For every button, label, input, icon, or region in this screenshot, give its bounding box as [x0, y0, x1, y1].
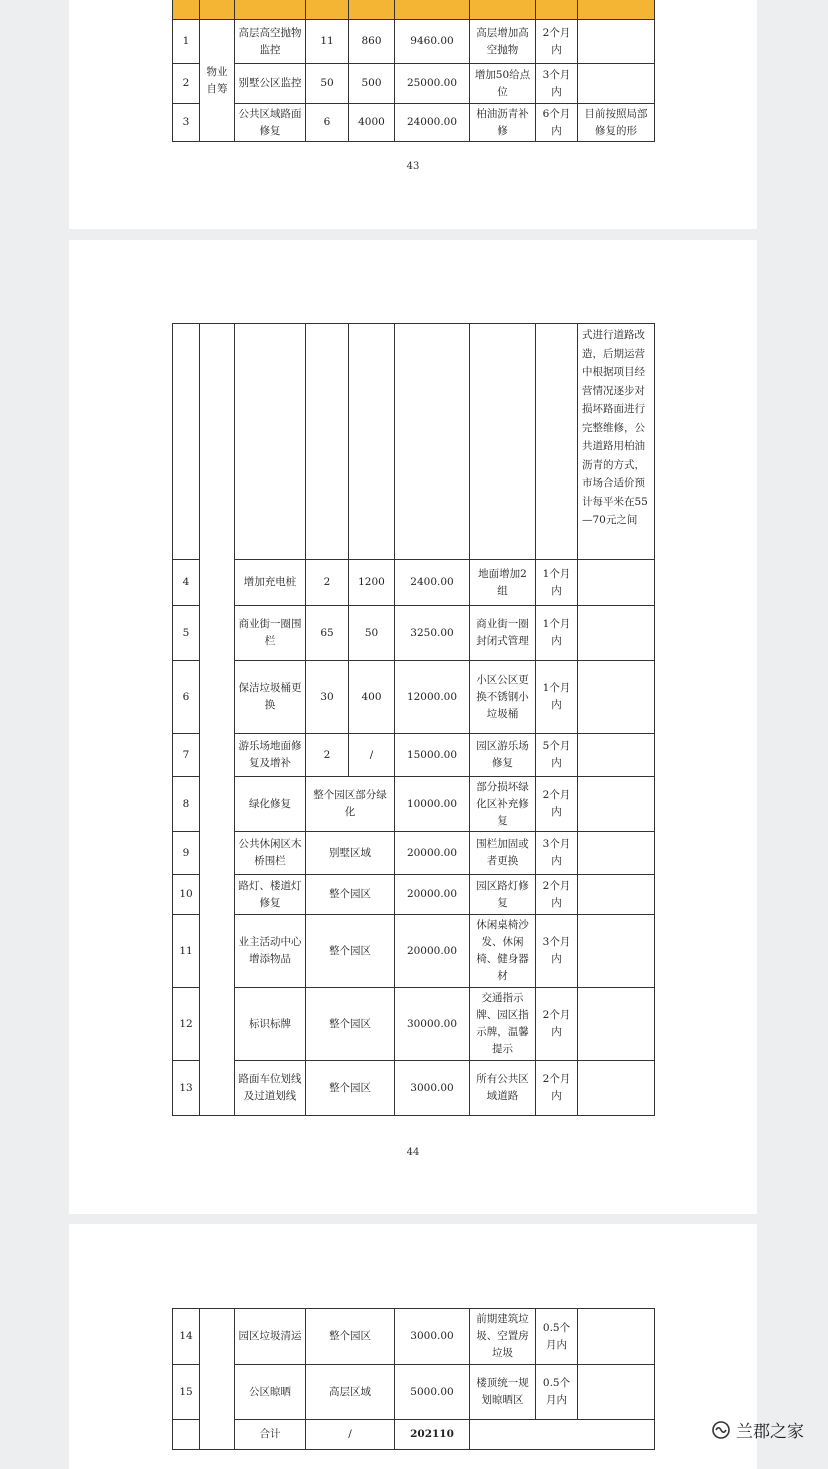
total-scope: / [306, 1420, 395, 1450]
desc-cell: 休闲桌椅沙发、休闲椅、健身器材 [470, 915, 536, 988]
period-cell: 2个月内 [536, 1061, 578, 1116]
item-cell: 高层高空抛物监控 [235, 20, 306, 64]
table-row [173, 661, 655, 734]
desc-cell: 地面增加2组 [470, 560, 536, 606]
unit-price-cell: 1200 [349, 560, 395, 606]
document-page-44 [69, 240, 757, 1214]
amount-cell: 15000.00 [395, 734, 470, 777]
desc-cell: 园区路灯修复 [470, 875, 536, 915]
row-number: 14 [173, 1309, 200, 1365]
scope-cell: 整个园区 [306, 988, 395, 1061]
item-cell: 游乐场地面修复及增补 [235, 734, 306, 777]
desc-cell: 前期建筑垃圾、空置房垃圾 [470, 1309, 536, 1365]
amount-cell: 20000.00 [395, 832, 470, 875]
item-cell: 公共休闲区木桥围栏 [235, 832, 306, 875]
table-row [173, 20, 655, 64]
budget-table-part-1 [172, 0, 655, 142]
table-row [173, 1309, 655, 1365]
table-row [173, 104, 655, 142]
watermark-text: 兰郡之家 [736, 1422, 804, 1442]
item-cell: 园区垃圾清运 [235, 1309, 306, 1365]
period-cell: 3个月内 [536, 832, 578, 875]
item-cell: 别墅公区监控 [235, 64, 306, 104]
category-cell: 物业自筹 [200, 20, 235, 142]
item-cell: 公区晾晒 [235, 1365, 306, 1420]
note-cell [578, 20, 655, 64]
qty-cell: 30 [306, 661, 349, 734]
table-row-continued [173, 324, 655, 560]
amount-cell: 3000.00 [395, 1309, 470, 1365]
period-cell: 6个月内 [536, 104, 578, 142]
qty-cell: 2 [306, 560, 349, 606]
item-cell: 商业街一圈围栏 [235, 606, 306, 661]
note-cell [578, 64, 655, 104]
table-row [173, 606, 655, 661]
table-header-row [173, 0, 655, 20]
amount-cell: 5000.00 [395, 1365, 470, 1420]
note-cell-continued: 式进行道路改造，后期运营中根据项目经营情况逐步对损坏路面进行完整维修，公共道路用柏油沥青的方式，市场合适价预计每平米在55—70元之间 [578, 324, 655, 560]
row-number: 13 [173, 1061, 200, 1116]
period-cell: 5个月内 [536, 734, 578, 777]
period-cell: 1个月内 [536, 661, 578, 734]
item-cell: 公共区域路面修复 [235, 104, 306, 142]
note-cell: 目前按照局部修复的形 [578, 104, 655, 142]
table-row [173, 915, 655, 988]
amount-cell: 3250.00 [395, 606, 470, 661]
desc-cell: 部分损坏绿化区补充修复 [470, 777, 536, 832]
desc-cell: 商业街一圈封闭式管理 [470, 606, 536, 661]
scope-cell: 整个园区 [306, 915, 395, 988]
table-row [173, 832, 655, 875]
page-number: 44 [406, 1147, 420, 1158]
row-number: 6 [173, 661, 200, 734]
desc-cell: 柏油沥青补修 [470, 104, 536, 142]
period-cell: 3个月内 [536, 64, 578, 104]
total-row [173, 1420, 655, 1450]
item-cell: 路灯、楼道灯修复 [235, 875, 306, 915]
table-row [173, 988, 655, 1061]
qty-cell: 50 [306, 64, 349, 104]
amount-cell: 24000.00 [395, 104, 470, 142]
period-cell: 2个月内 [536, 875, 578, 915]
qty-cell: 6 [306, 104, 349, 142]
period-cell: 0.5个月内 [536, 1309, 578, 1365]
scope-cell: 整个园区 [306, 875, 395, 915]
amount-cell: 20000.00 [395, 875, 470, 915]
row-number: 9 [173, 832, 200, 875]
period-cell: 0.5个月内 [536, 1365, 578, 1420]
item-cell: 绿化修复 [235, 777, 306, 832]
period-cell: 2个月内 [536, 988, 578, 1061]
amount-cell: 3000.00 [395, 1061, 470, 1116]
amount-cell: 30000.00 [395, 988, 470, 1061]
period-cell: 1个月内 [536, 560, 578, 606]
row-number: 8 [173, 777, 200, 832]
document-page-43 [69, 0, 757, 229]
qty-cell: 2 [306, 734, 349, 777]
channel-watermark [710, 1417, 804, 1442]
scope-cell: 整个园区 [306, 1061, 395, 1116]
period-cell: 2个月内 [536, 20, 578, 64]
desc-cell: 围栏加固或者更换 [470, 832, 536, 875]
desc-cell: 园区游乐场修复 [470, 734, 536, 777]
unit-price-cell: 4000 [349, 104, 395, 142]
amount-cell: 20000.00 [395, 915, 470, 988]
desc-cell: 楼顶统一规划晾晒区 [470, 1365, 536, 1420]
row-number: 5 [173, 606, 200, 661]
amount-cell: 12000.00 [395, 661, 470, 734]
budget-table-part-2 [172, 323, 655, 1116]
scope-cell: 高层区域 [306, 1365, 395, 1420]
unit-price-cell: 500 [349, 64, 395, 104]
row-number: 4 [173, 560, 200, 606]
unit-price-cell: 400 [349, 661, 395, 734]
desc-cell: 增加50给点位 [470, 64, 536, 104]
row-number: 11 [173, 915, 200, 988]
amount-cell: 2400.00 [395, 560, 470, 606]
period-cell: 2个月内 [536, 777, 578, 832]
row-number: 7 [173, 734, 200, 777]
wechat-channel-icon [710, 1420, 732, 1440]
table-row [173, 777, 655, 832]
item-cell: 路面车位划线及过道划线 [235, 1061, 306, 1116]
amount-cell: 25000.00 [395, 64, 470, 104]
scope-cell: 别墅区域 [306, 832, 395, 875]
total-label: 合计 [235, 1420, 306, 1450]
unit-price-cell: 50 [349, 606, 395, 661]
row-number: 10 [173, 875, 200, 915]
unit-price-cell: 860 [349, 20, 395, 64]
table-row [173, 875, 655, 915]
item-cell: 业主活动中心增添物品 [235, 915, 306, 988]
scope-cell: 整个园区 [306, 1309, 395, 1365]
table-row [173, 734, 655, 777]
total-amount: 202110 [395, 1420, 470, 1450]
item-cell: 保洁垃圾桶更换 [235, 661, 306, 734]
desc-cell: 高层增加高空抛物 [470, 20, 536, 64]
amount-cell: 10000.00 [395, 777, 470, 832]
desc-cell: 交通指示牌、园区指示牌，温馨提示 [470, 988, 536, 1061]
table-row [173, 64, 655, 104]
page-number: 43 [406, 161, 420, 172]
qty-cell: 11 [306, 20, 349, 64]
table-row [173, 560, 655, 606]
document-page-45 [69, 1224, 757, 1469]
qty-cell: 65 [306, 606, 349, 661]
amount-cell: 9460.00 [395, 20, 470, 64]
row-number: 3 [173, 104, 200, 142]
budget-table-part-3 [172, 1308, 655, 1450]
item-cell: 增加充电桩 [235, 560, 306, 606]
period-cell: 3个月内 [536, 915, 578, 988]
period-cell: 1个月内 [536, 606, 578, 661]
row-number: 12 [173, 988, 200, 1061]
desc-cell: 小区公区更换不锈钢小垃圾桶 [470, 661, 536, 734]
row-number: 15 [173, 1365, 200, 1420]
desc-cell: 所有公共区域道路 [470, 1061, 536, 1116]
unit-price-cell: / [349, 734, 395, 777]
row-number: 1 [173, 20, 200, 64]
row-number: 2 [173, 64, 200, 104]
scope-cell: 整个园区部分绿化 [306, 777, 395, 832]
table-row [173, 1365, 655, 1420]
table-row [173, 1061, 655, 1116]
item-cell: 标识标牌 [235, 988, 306, 1061]
